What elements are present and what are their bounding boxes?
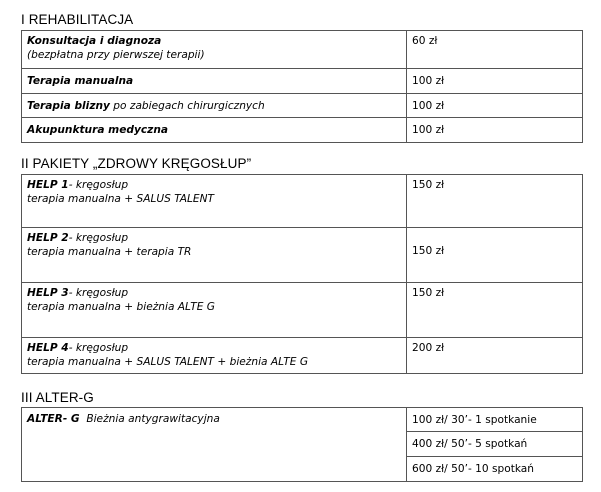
price-cell: 100 zł bbox=[407, 118, 583, 143]
service-title: Terapia manualna bbox=[27, 75, 134, 87]
service-name-cell bbox=[22, 118, 407, 143]
package-title-rest: - kręgosłup bbox=[68, 232, 129, 244]
package-description: terapia manualna + SALUS TALENT + bieżnia ALTE G bbox=[27, 356, 309, 368]
package-title: HELP 3 bbox=[27, 287, 69, 299]
package-description: terapia manualna + SALUS TALENT bbox=[27, 193, 214, 205]
table-row bbox=[22, 31, 583, 69]
price-table-pakiety bbox=[21, 174, 583, 374]
table-row bbox=[22, 118, 583, 143]
price-cell: 400 zł/ 50’- 5 spotkań bbox=[407, 432, 583, 457]
package-title-rest: - kręgosłup bbox=[68, 179, 129, 191]
price-table-rehabilitacja bbox=[21, 30, 583, 143]
service-name-cell bbox=[22, 283, 407, 338]
package-title-rest: - kręgosłup bbox=[68, 287, 129, 299]
table-row bbox=[22, 175, 583, 228]
price-cell: 60 zł bbox=[407, 31, 583, 69]
table-row bbox=[22, 338, 583, 374]
service-name-cell bbox=[22, 31, 407, 69]
service-name-cell bbox=[22, 175, 407, 228]
price-table-alter-g bbox=[21, 407, 583, 482]
service-title-rest: po zabiegach chirurgicznych bbox=[109, 99, 265, 112]
package-title-rest: - kręgosłup bbox=[68, 342, 129, 354]
package-title: HELP 1 bbox=[27, 179, 69, 191]
service-title: Konsultacja i diagnoza bbox=[27, 35, 162, 47]
service-title: ALTER- G bbox=[27, 413, 80, 425]
section-heading-alter-g: III ALTER-G bbox=[21, 390, 94, 405]
service-name-cell bbox=[22, 69, 407, 94]
package-title: HELP 2 bbox=[27, 232, 69, 244]
service-title: Terapia blizny bbox=[27, 99, 110, 112]
price-cell: 600 zł/ 50’- 10 spotkań bbox=[407, 457, 583, 482]
table-row bbox=[22, 69, 583, 94]
price-cell: 200 zł bbox=[407, 338, 583, 374]
service-name-cell bbox=[22, 408, 407, 482]
package-title: HELP 4 bbox=[27, 342, 69, 354]
price-cell: 150 zł bbox=[407, 175, 583, 228]
price-cell: 100 zł bbox=[407, 69, 583, 94]
price-cell: 100 zł/ 30’- 1 spotkanie bbox=[407, 408, 583, 432]
price-cell: 150 zł bbox=[407, 283, 583, 338]
price-cell: 150 zł bbox=[407, 228, 583, 283]
service-note: (bezpłatna przy pierwszej terapii) bbox=[27, 49, 205, 61]
section-heading-rehabilitacja: I REHABILITACJA bbox=[21, 12, 134, 27]
service-name-cell bbox=[22, 338, 407, 374]
service-title-rest: Bieżnia antygrawitacyjna bbox=[79, 413, 220, 425]
package-description: terapia manualna + terapia TR bbox=[27, 246, 192, 258]
table-row bbox=[22, 94, 583, 118]
service-name-cell bbox=[22, 228, 407, 283]
section-heading-pakiety: II PAKIETY „ZDROWY KRĘGOSŁUP” bbox=[21, 156, 252, 171]
service-name-cell bbox=[22, 94, 407, 118]
service-title: Akupunktura medyczna bbox=[27, 124, 169, 136]
price-cell: 100 zł bbox=[407, 94, 583, 118]
table-row bbox=[22, 408, 583, 432]
table-row bbox=[22, 283, 583, 338]
package-description: terapia manualna + bieżnia ALTE G bbox=[27, 301, 215, 313]
table-row bbox=[22, 228, 583, 283]
